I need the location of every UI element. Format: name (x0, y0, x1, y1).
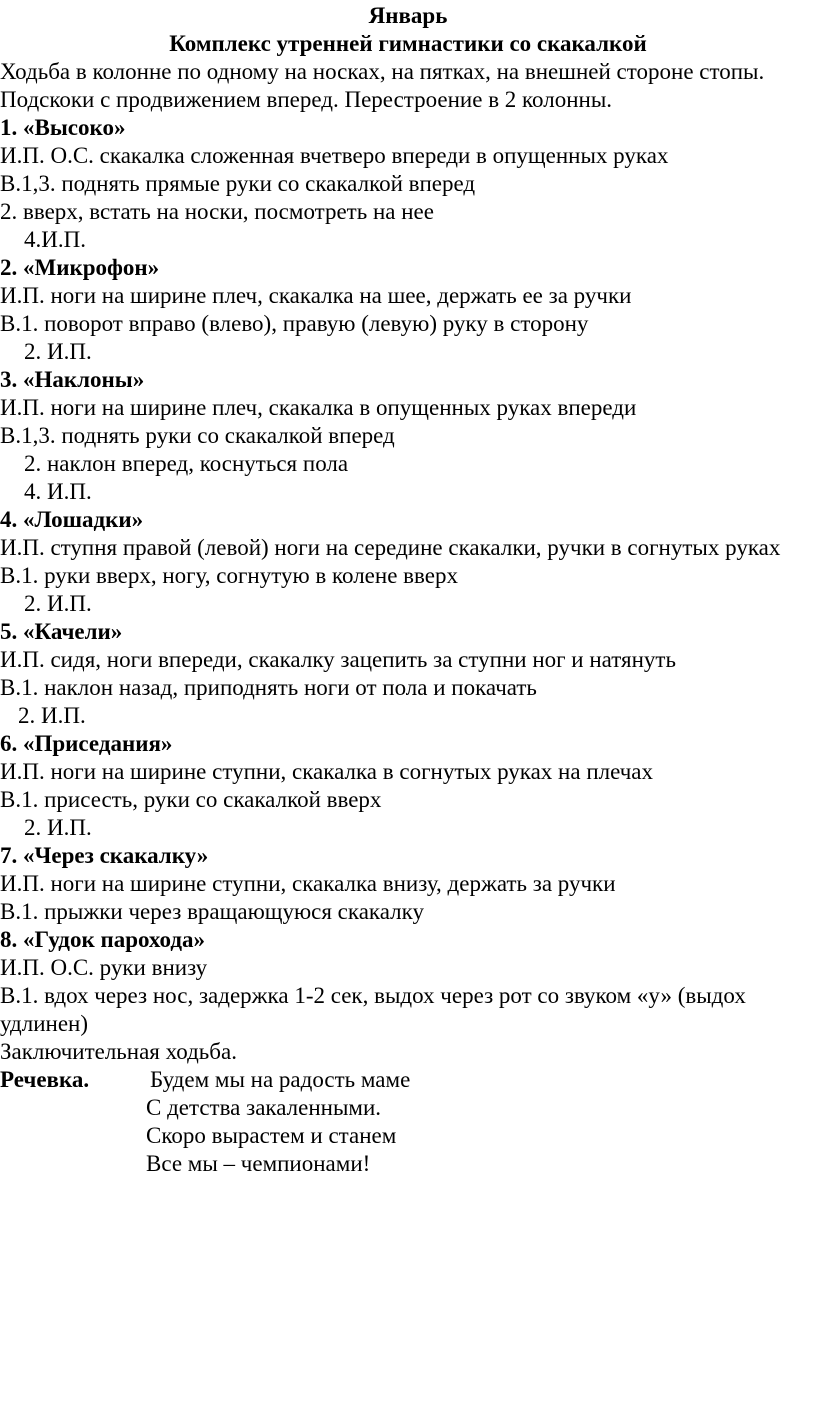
exercise-3-line: 2. наклон вперед, коснуться пола (24, 451, 349, 476)
exercise-4-line: 2. И.П. (24, 591, 92, 616)
exercise-1-line: 4.И.П. (24, 227, 86, 252)
exercise-8-line: В.1. вдох через нос, задержка 1-2 сек, выдох через рот со звуком «у» (выдох удлинен) (0, 983, 746, 1036)
exercise-7-line: И.П. ноги на ширине ступни, скакалка внизу, держать за ручки (0, 871, 616, 896)
exercise-3-line: 4. И.П. (24, 479, 92, 504)
exercise-6-line: В.1. присесть, руки со скакалкой вверх (0, 787, 382, 812)
exercise-6-line: 2. И.П. (24, 815, 92, 840)
exercise-1-line: И.П. О.С. скакалка сложенная вчетверо впереди в опущенных руках (0, 143, 669, 168)
intro-paragraph: Ходьба в колонне по одному на носках, на пятках, на внешней стороне стопы. Подскоки с продвижением вперед. Перестроение в 2 колонны. (0, 59, 765, 112)
exercise-5-line: В.1. наклон назад, приподнять ноги от пола и покачать (0, 675, 537, 700)
rechevka-row (0, 1066, 816, 1094)
exercise-7-line: В.1. прыжки через вращающуюся скакалку (0, 899, 424, 924)
rechevka-line: Будем мы на радость маме (150, 1067, 411, 1092)
exercise-3-heading: 3. «Наклоны» (0, 367, 145, 392)
page-subtitle: Комплекс утренней гимнастики со скакалкой (169, 31, 647, 56)
exercise-1-heading: 1. «Высоко» (0, 115, 126, 140)
rechevka-label: Речевка. (0, 1067, 90, 1092)
exercise-8-heading: 8. «Гудок парохода» (0, 927, 206, 952)
exercise-5-line: 2. И.П. (18, 703, 86, 728)
exercise-6-line: И.П. ноги на ширине ступни, скакалка в согнутых руках на плечах (0, 759, 654, 784)
exercise-2-line: В.1. поворот вправо (влево), правую (левую) руку в сторону (0, 311, 589, 336)
exercise-7-heading: 7. «Через скакалку» (0, 843, 209, 868)
exercise-5-heading: 5. «Качели» (0, 619, 123, 644)
rechevka-line: Скоро вырастем и станем (146, 1123, 397, 1148)
exercise-4-line: В.1. руки вверх, ногу, согнутую в колене вверх (0, 563, 458, 588)
exercise-4-heading: 4. «Лошадки» (0, 507, 144, 532)
exercise-6-heading: 6. «Приседания» (0, 731, 173, 756)
closing-line: Заключительная ходьба. (0, 1039, 237, 1064)
exercise-3-line: В.1,3. поднять руки со скакалкой вперед (0, 423, 395, 448)
exercise-5-line: И.П. сидя, ноги впереди, скакалку зацепить за ступни ног и натянуть (0, 647, 676, 672)
page-title: Январь (368, 3, 448, 28)
rechevka-line: Все мы – чемпионами! (146, 1151, 371, 1176)
exercise-1-line: В.1,3. поднять прямые руки со скакалкой вперед (0, 171, 476, 196)
exercise-2-line: И.П. ноги на ширине плеч, скакалка на шее, держать ее за ручки (0, 283, 632, 308)
rechevka-line: С детства закаленными. (146, 1095, 382, 1120)
exercise-8-line: И.П. О.С. руки внизу (0, 955, 208, 980)
exercise-2-heading: 2. «Микрофон» (0, 255, 160, 280)
exercise-4-line: И.П. ступня правой (левой) ноги на середине скакалки, ручки в согнутых руках (0, 535, 781, 560)
exercise-3-line: И.П. ноги на ширине плеч, скакалка в опущенных руках впереди (0, 395, 637, 420)
exercise-2-line: 2. И.П. (24, 339, 92, 364)
exercise-1-line: 2. вверх, встать на носки, посмотреть на нее (0, 199, 434, 224)
